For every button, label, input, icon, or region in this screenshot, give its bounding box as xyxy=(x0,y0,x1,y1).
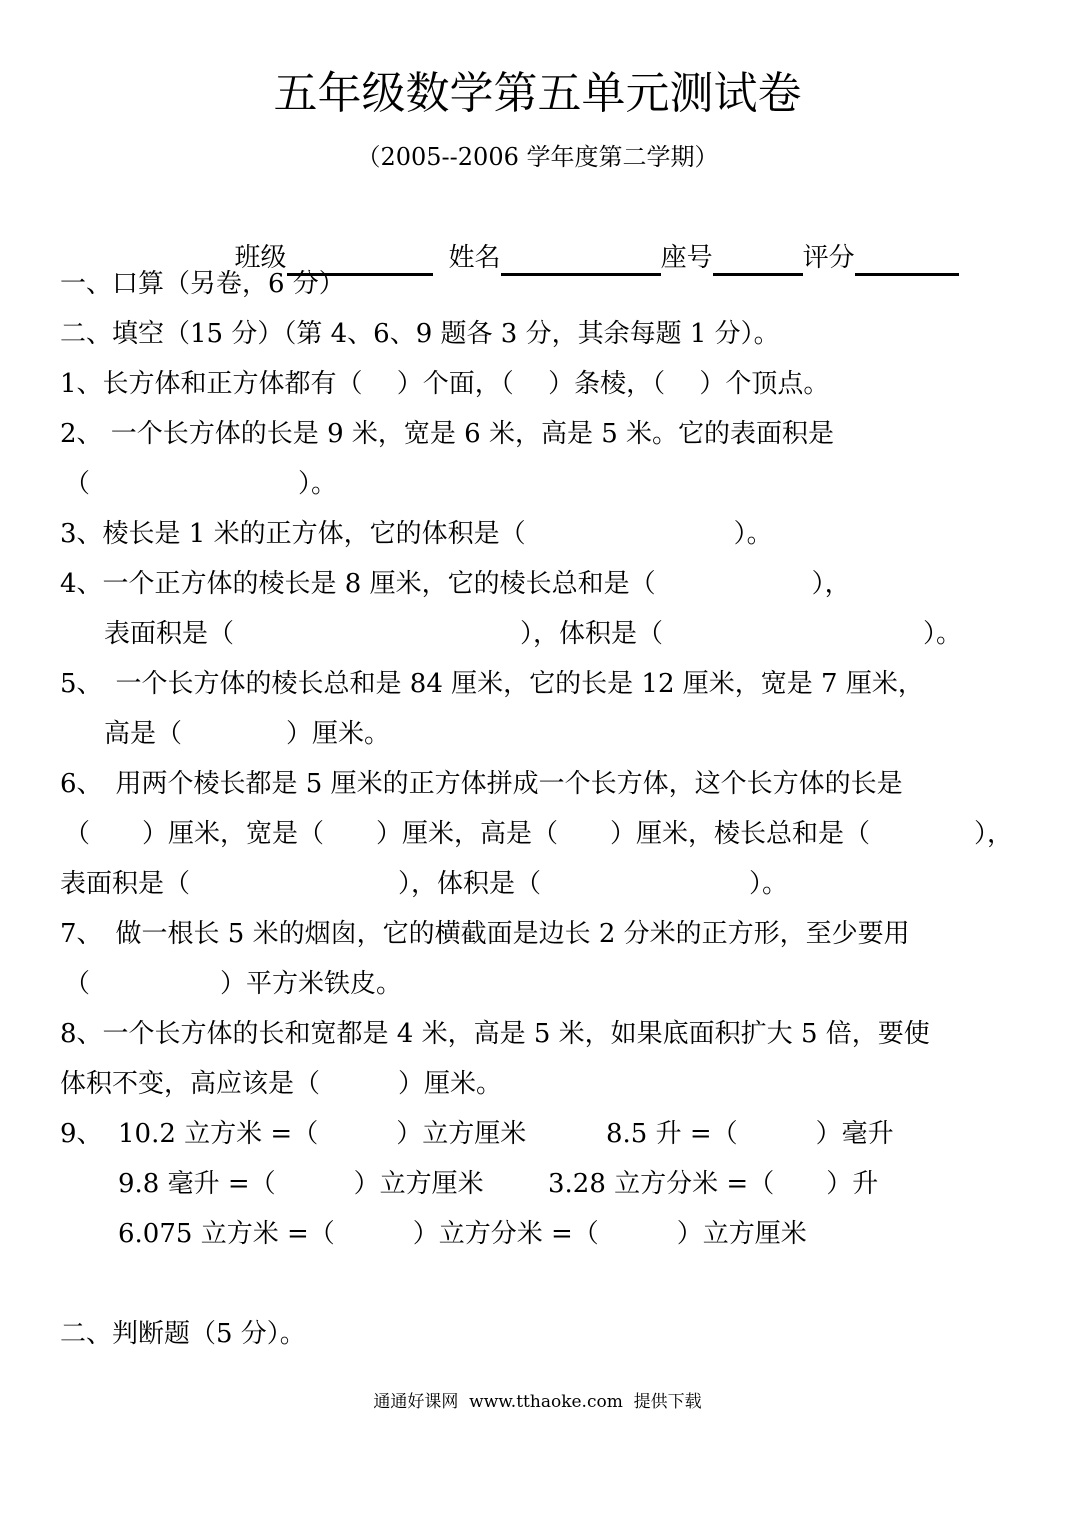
question-2-line2: （ ）。 xyxy=(64,469,338,499)
question-8-line1: 8、一个长方体的长和宽都是 4 米，高是 5 米，如果底面积扩大 5 倍，要使 xyxy=(60,1019,930,1049)
name-label: 姓名 xyxy=(448,243,501,273)
question-9-item-b1: 9.8 毫升 =（ ）立方厘米 xyxy=(118,1169,484,1199)
section-fill-blank: 二、填空（15 分）（第 4、6、9 题各 3 分，其余每题 1 分）。 xyxy=(60,319,780,349)
question-3: 3、棱长是 1 米的正方体，它的体积是（ ）。 xyxy=(60,519,773,549)
seat-label: 座号 xyxy=(660,243,713,273)
question-1: 1、长方体和正方体都有（ ）个面，（ ）条棱，（ ）个顶点。 xyxy=(60,369,830,399)
question-2-line1: 2、 一个长方体的长是 9 米，宽是 6 米，高是 5 米。它的表面积是 xyxy=(60,419,835,449)
section-true-false: 二、判断题（5 分）。 xyxy=(60,1319,306,1349)
score-label: 评分 xyxy=(802,243,855,273)
question-9-item-c: 6.075 立方米 =（ ）立方分米 =（ ）立方厘米 xyxy=(118,1219,807,1249)
page-title: 五年级数学第五单元测试卷 xyxy=(273,68,802,119)
question-9-number: 9、 xyxy=(60,1119,103,1149)
question-6-line3: 表面积是（ ），体积是（ ）。 xyxy=(60,869,789,899)
seat-blank xyxy=(713,245,803,276)
question-5-line2: 高是（ ）厘米。 xyxy=(104,719,391,749)
question-9-item-a2: 8.5 升 =（ ）毫升 xyxy=(606,1119,894,1149)
question-8-line2: 体积不变，高应该是（ ）厘米。 xyxy=(60,1069,503,1099)
name-blank xyxy=(501,245,661,276)
question-4-line1: 4、一个正方体的棱长是 8 厘米，它的棱长总和是（ ）， xyxy=(60,569,851,599)
footer-credit: 通通好课网 www.tthaoke.com 提供下载 xyxy=(373,1392,702,1412)
question-9-item-a1: 10.2 立方米 =（ ）立方厘米 xyxy=(118,1119,527,1149)
class-label: 班级 xyxy=(234,243,287,273)
question-6-line2: （ ）厘米，宽是（ ）厘米，高是（ ）厘米，棱长总和是（ ）， xyxy=(64,819,1014,849)
question-4-line2: 表面积是（ ），体积是（ ）。 xyxy=(104,619,963,649)
page-subtitle: （2005--2006 学年度第二学期） xyxy=(356,143,719,171)
question-6-line1: 6、 用两个棱长都是 5 厘米的正方体拼成一个长方体，这个长方体的长是 xyxy=(60,769,903,799)
question-7-line1: 7、 做一根长 5 米的烟囱，它的横截面是边长 2 分米的正方形，至少要用 xyxy=(60,919,910,949)
question-7-line2: （ ）平方米铁皮。 xyxy=(64,969,403,999)
score-blank xyxy=(855,245,959,276)
section-mental-math: 一、口算（另卷，6 分） xyxy=(60,269,345,299)
question-5-line1: 5、 一个长方体的棱长总和是 84 厘米，它的长是 12 厘米，宽是 7 厘米， xyxy=(60,669,924,699)
question-9-item-b2: 3.28 立方分米 =（ ）升 xyxy=(548,1169,879,1199)
